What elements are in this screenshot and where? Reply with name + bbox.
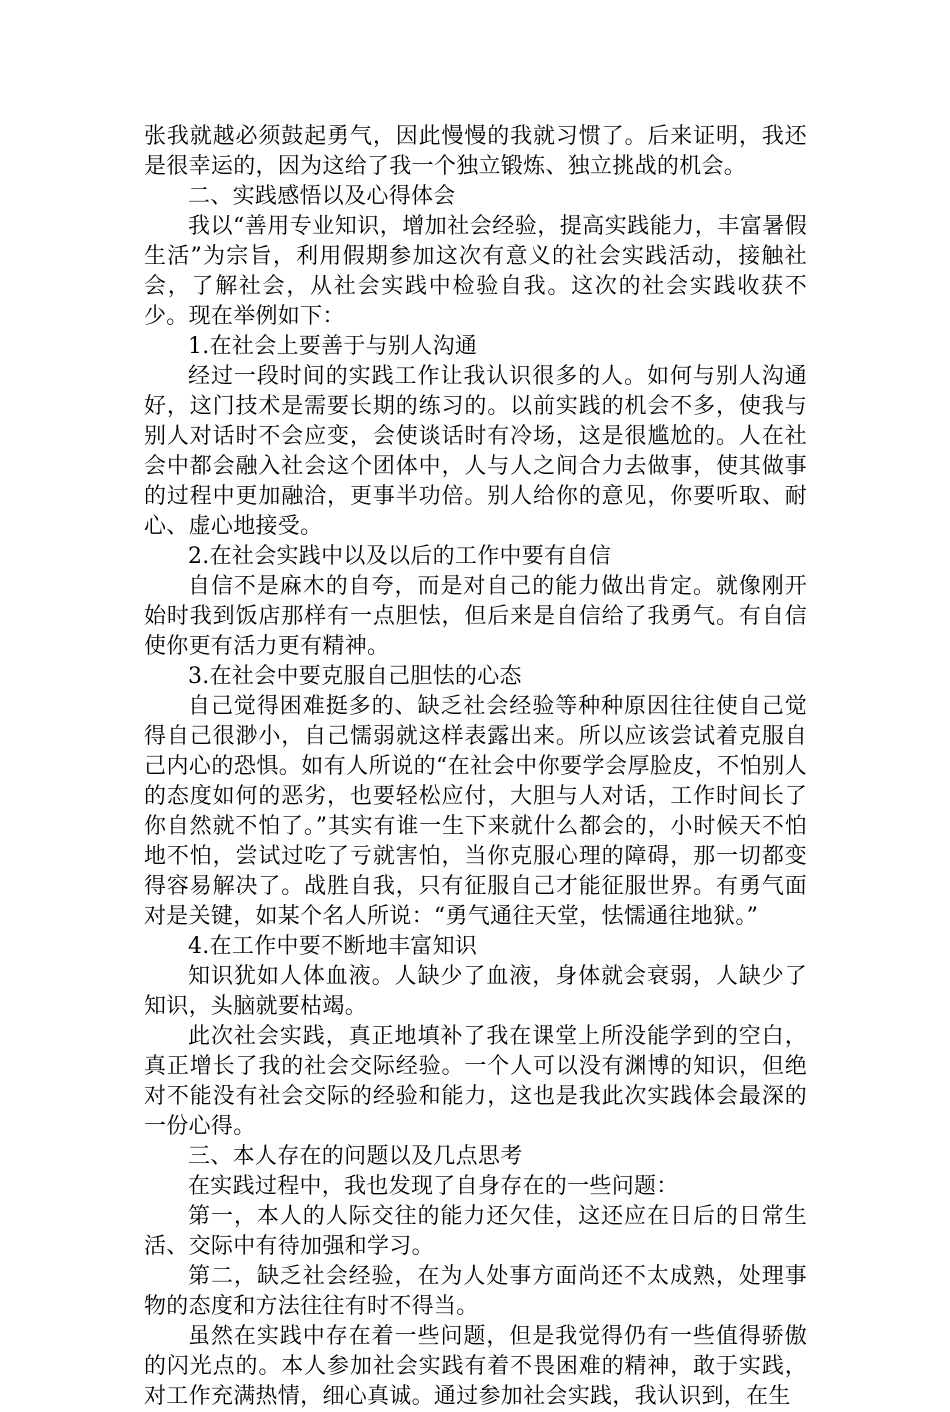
paragraph: 我以“善用专业知识，增加社会经验，提高实践能力，丰富暑假生活”为宗旨，利用假期参加这次有意义的社会实践活动，接触社会，了解社会，从社会实践中检验自我。这次的社会实践收获不少。现在举例如下： — [144, 214, 807, 329]
paragraph: 此次社会实践，真正地填补了我在课堂上所没能学到的空白，真正增长了我的社会交际经验。一个人可以没有渊博的知识，但绝对不能没有社会交际的经验和能力，这也是我此次实践体会最深的一份心得。 — [144, 1024, 807, 1139]
paragraph: 自己觉得困难挺多的、缺乏社会经验等种种原因往往使自己觉得自己很渺小，自己懦弱就这样表露出来。所以应该尝试着克服自己内心的恐惧。如有人所说的“在社会中你要学会厚脸皮，不怕别人的态度如何的恶劣，也要轻松应付，大胆与人对话，工作时间长了你自然就不怕了。”其实有谁一生下来就什么都会的，小时候天不怕地不怕，尝试过吃了亏就害怕，当你克服心理的障碍，那一切都变得容易解决了。战胜自我，只有征服自己才能征服世界。有勇气面对是关键，如某个名人所说：“勇气通往天堂，怯懦通往地狱。” — [144, 694, 807, 929]
subheading-3: 3.在社会中要克服自己胆怯的心态 — [188, 664, 522, 689]
paragraph: 自信不是麻木的自夸，而是对自己的能力做出肯定。就像刚开始时我到饭店那样有一点胆怯，但后来是自信给了我勇气。有自信使你更有活力更有精神。 — [144, 574, 807, 659]
subheading-1: 1.在社会上要善于与别人沟通 — [188, 334, 478, 359]
paragraph: 第一，本人的人际交往的能力还欠佳，这还应在日后的日常生活、交际中有待加强和学习。 — [144, 1204, 807, 1259]
document-body — [144, 122, 807, 1412]
subheading-2: 2.在社会实践中以及以后的工作中要有自信 — [188, 544, 611, 569]
paragraph: 知识犹如人体血液。人缺少了血液，身体就会衰弱，人缺少了知识，头脑就要枯竭。 — [144, 964, 807, 1019]
paragraph: 在实践过程中，我也发现了自身存在的一些问题： — [188, 1174, 679, 1199]
paragraph: 虽然在实践中存在着一些问题，但是我觉得仍有一些值得骄傲的闪光点的。本人参加社会实践有着不畏困难的精神，敢于实践，对工作充满热情，细心真诚。通过参加社会实践，我认识到，在生 — [144, 1324, 807, 1409]
paragraph: 第二，缺乏社会经验，在为人处事方面尚还不太成熟，处理事物的态度和方法往往有时不得当。 — [144, 1264, 807, 1319]
paragraph: 经过一段时间的实践工作让我认识很多的人。如何与别人沟通好，这门技术是需要长期的练习的。以前实践的机会不多，使我与别人对话时不会应变，会使谈话时有冷场，这是很尴尬的。人在社会中都会融入社会这个团体中，人与人之间合力去做事，使其做事的过程中更加融洽，更事半功倍。别人给你的意见，你要听取、耐心、虚心地接受。 — [144, 364, 807, 539]
paragraph-continuation: 张我就越必须鼓起勇气，因此慢慢的我就习惯了。后来证明，我还是很幸运的，因为这给了我一个独立锻炼、独立挑战的机会。 — [144, 124, 807, 179]
section-heading-3: 三、本人存在的问题以及几点思考 — [188, 1144, 523, 1169]
subheading-4: 4.在工作中要不断地丰富知识 — [188, 934, 478, 959]
section-heading-2: 二、实践感悟以及心得体会 — [188, 184, 456, 209]
